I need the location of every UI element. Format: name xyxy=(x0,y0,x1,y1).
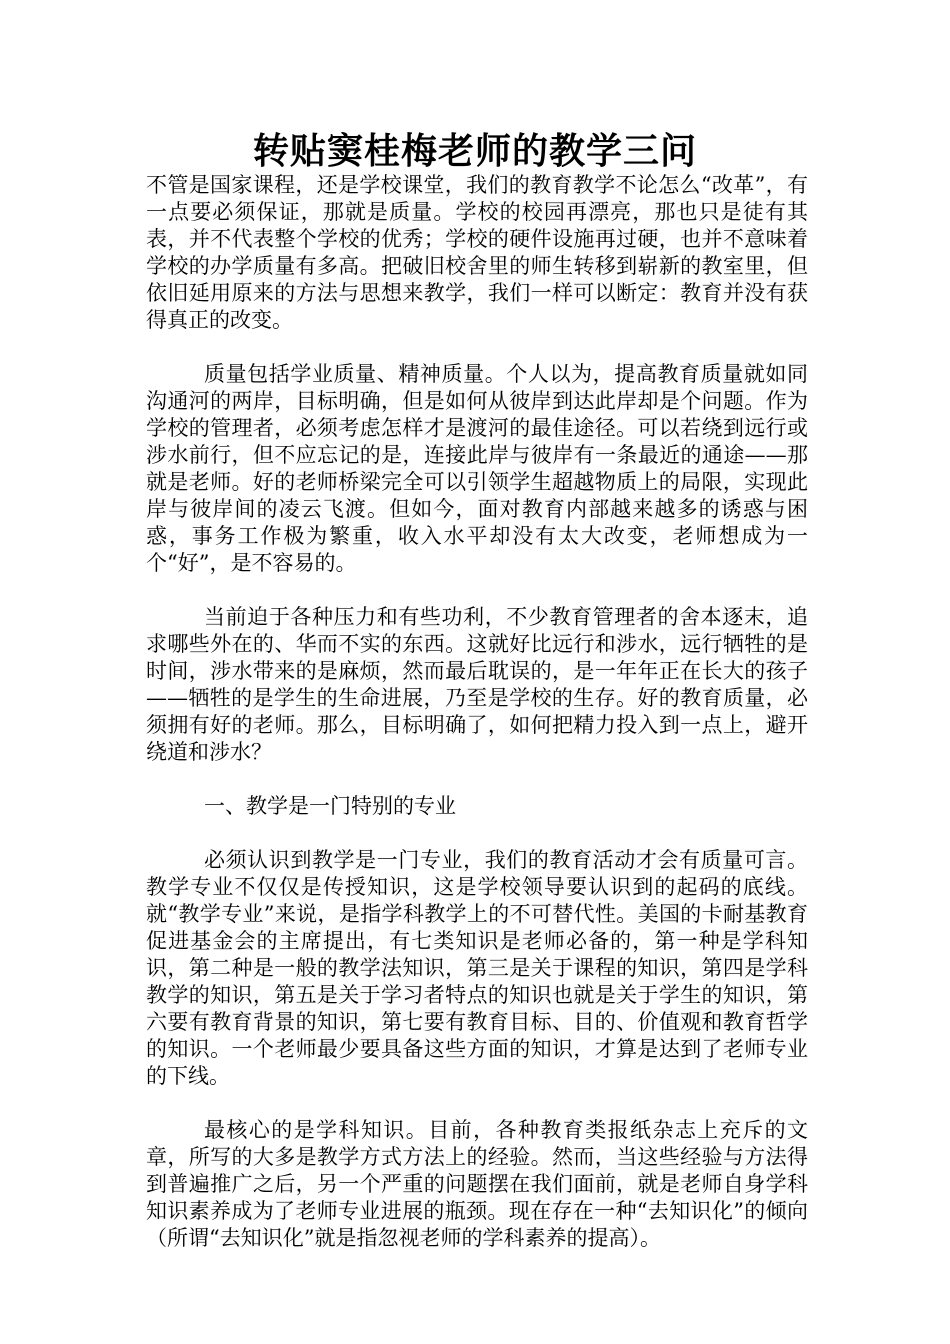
paragraph-quality: 质量包括学业质量、精神质量。个人以为，提高教育质量就如同沟通河的两岸，目标明确，但是如何从彼岸到达此岸却是个问题。作为学校的管理者，必须考虑怎样才是渡河的最佳途径。可以若绕到远行或涉水前行，但不应忘记的是，连接此岸与彼岸有一条最近的通途——那就是老师。好的老师桥梁完全可以引领学生超越物质上的局限，实现此岸与彼岸间的凌云飞渡。但如今，面对教育内部越来越多的诱惑与困惑，事务工作极为繁重，收入水平却没有太大改变，老师想成为一个“好”，是不容易的。 xyxy=(146,362,808,575)
document-title: 转贴窦桂梅老师的教学三问 xyxy=(252,130,697,172)
paragraph-profession: 必须认识到教学是一门专业，我们的教育活动才会有质量可言。教学专业不仅仅是传授知识，这是学校领导要认识到的起码的底线。就“教学专业”来说，是指学科教学上的不可替代性。美国的卡耐基教育促进基金会的主席提出，有七类知识是老师必备的，第一种是学科知识，第二种是一般的教学法知识，第三是关于课程的知识，第四是学科教学的知识，第五是关于学习者特点的知识也就是关于学生的知识，第六要有教育背景的知识，第七要有教育目标、目的、价值观和教育哲学的知识。一个老师最少要具备这些方面的知识，才算是达到了老师专业的下线。 xyxy=(146,848,808,1088)
paragraph-intro: 不管是国家课程，还是学校课堂，我们的教育教学不论怎么“改革”，有一点要必须保证，那就是质量。学校的校园再漂亮，那也只是徒有其表，并不代表整个学校的优秀；学校的硬件设施再过硬，也并不意味着学校的办学质量有多高。把破旧校舍里的师生转移到崭新的教室里，但依旧延用原来的方法与思想来教学，我们一样可以断定：教育并没有获得真正的改变。 xyxy=(146,173,808,332)
section-heading-teaching-profession: 一、教学是一门特别的专业 xyxy=(204,794,456,818)
document-body xyxy=(146,172,808,1279)
paragraph-pressure: 当前迫于各种压力和有些功利，不少教育管理者的舍本逐末，追求哪些外在的、华而不实的东西。这就好比远行和涉水，远行牺牲的是时间，涉水带来的是麻烦，然而最后耽误的，是一年年正在长大的孩子——牺牲的是学生的生命进展，乃至是学校的生存。好的教育质量，必须拥有好的老师。那么，目标明确了，如何把精力投入到一点上，避开绕道和涉水？ xyxy=(146,605,808,764)
paragraph-core-knowledge: 最核心的是学科知识。目前，各种教育类报纸杂志上充斥的文章，所写的大多是教学方式方法上的经验。然而，当这些经验与方法得到普遍推广之后，另一个严重的问题摆在我们面前，就是老师自身学科知识素养成为了老师专业进展的瓶颈。现在存在一种“去知识化”的倾向（所谓“去知识化”就是指忽视老师的学科素养的提高）。 xyxy=(146,1118,808,1250)
